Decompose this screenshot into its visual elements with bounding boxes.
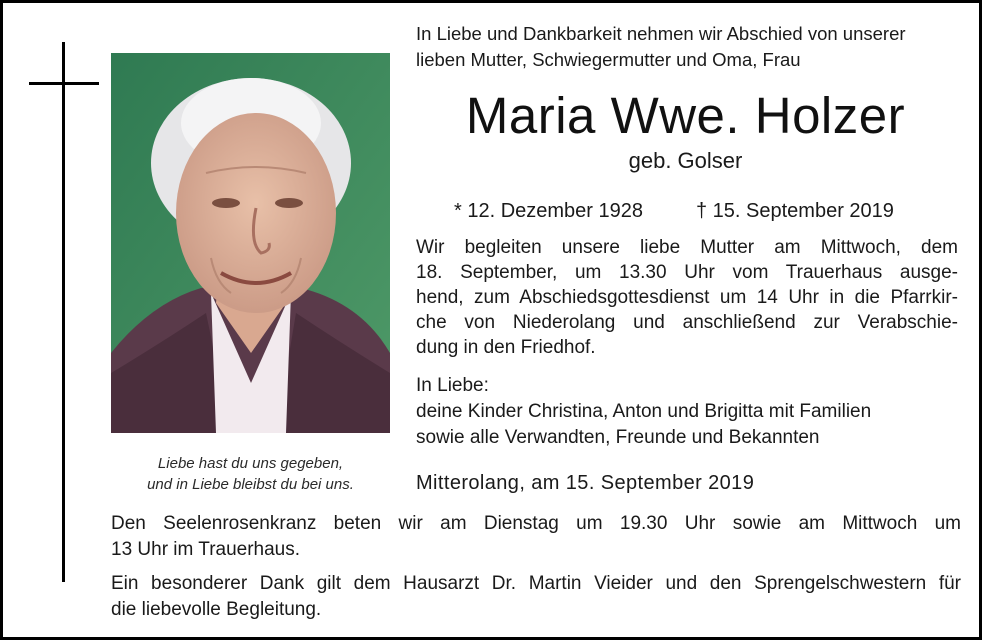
birth-date: * 12. Dezember 1928 [454,200,644,222]
mourners-line: deine Kinder Christina, Anton und Brigitta mit Familien [416,401,872,422]
caption-line: Liebe hast du uns gegeben, [157,455,344,472]
cross-icon-bar [29,82,99,85]
deceased-name: Maria Wwe. Holzer [465,87,906,144]
thanks-line: Ein besonderer Dank gilt dem Hausarzt Dr. Martin Vieider und den Sprengelschwestern für [111,573,961,594]
intro-line: lieben Mutter, Schwiegermutter und Oma, Frau [416,49,801,70]
mourners [416,373,961,451]
mourners-heading: In Liebe: [416,375,489,396]
death-date: † 15. September 2019 [696,200,894,222]
cross-icon [62,42,65,582]
funeral-line: che von Niederolang und anschließend zur Verabschie- [416,312,958,333]
thanks-notice [111,571,961,623]
rosary-line: Den Seelenrosenkranz beten wir am Dienstag um 19.30 Uhr sowie am Mittwoch um [111,513,961,534]
mourners-line: sowie alle Verwandten, Freunde und Bekannten [416,427,820,448]
funeral-line: hend, zum Abschiedsgottesdienst um 14 Uhr in die Pfarrkir- [416,287,958,308]
rosary-notice [111,511,961,563]
photo-caption [111,453,390,495]
portrait-photo [111,53,390,433]
caption-line: und in Liebe bleibst du bei uns. [147,476,354,493]
funeral-notice [416,235,958,360]
place-date: Mitterolang, am 15. September 2019 [416,472,755,494]
funeral-line: 18. September, um 13.30 Uhr vom Trauerhaus ausge- [416,262,958,283]
funeral-line: Wir begleiten unsere liebe Mutter am Mittwoch, dem [416,237,958,258]
rosary-line: 13 Uhr im Trauerhaus. [111,539,301,560]
funeral-line: dung in den Friedhof. [416,337,596,358]
maiden-name: geb. Golser [628,148,743,173]
thanks-line: die liebevolle Begleitung. [111,599,322,620]
intro-line: In Liebe und Dankbarkeit nehmen wir Abschied von unserer [416,23,906,44]
intro-text [416,21,966,73]
